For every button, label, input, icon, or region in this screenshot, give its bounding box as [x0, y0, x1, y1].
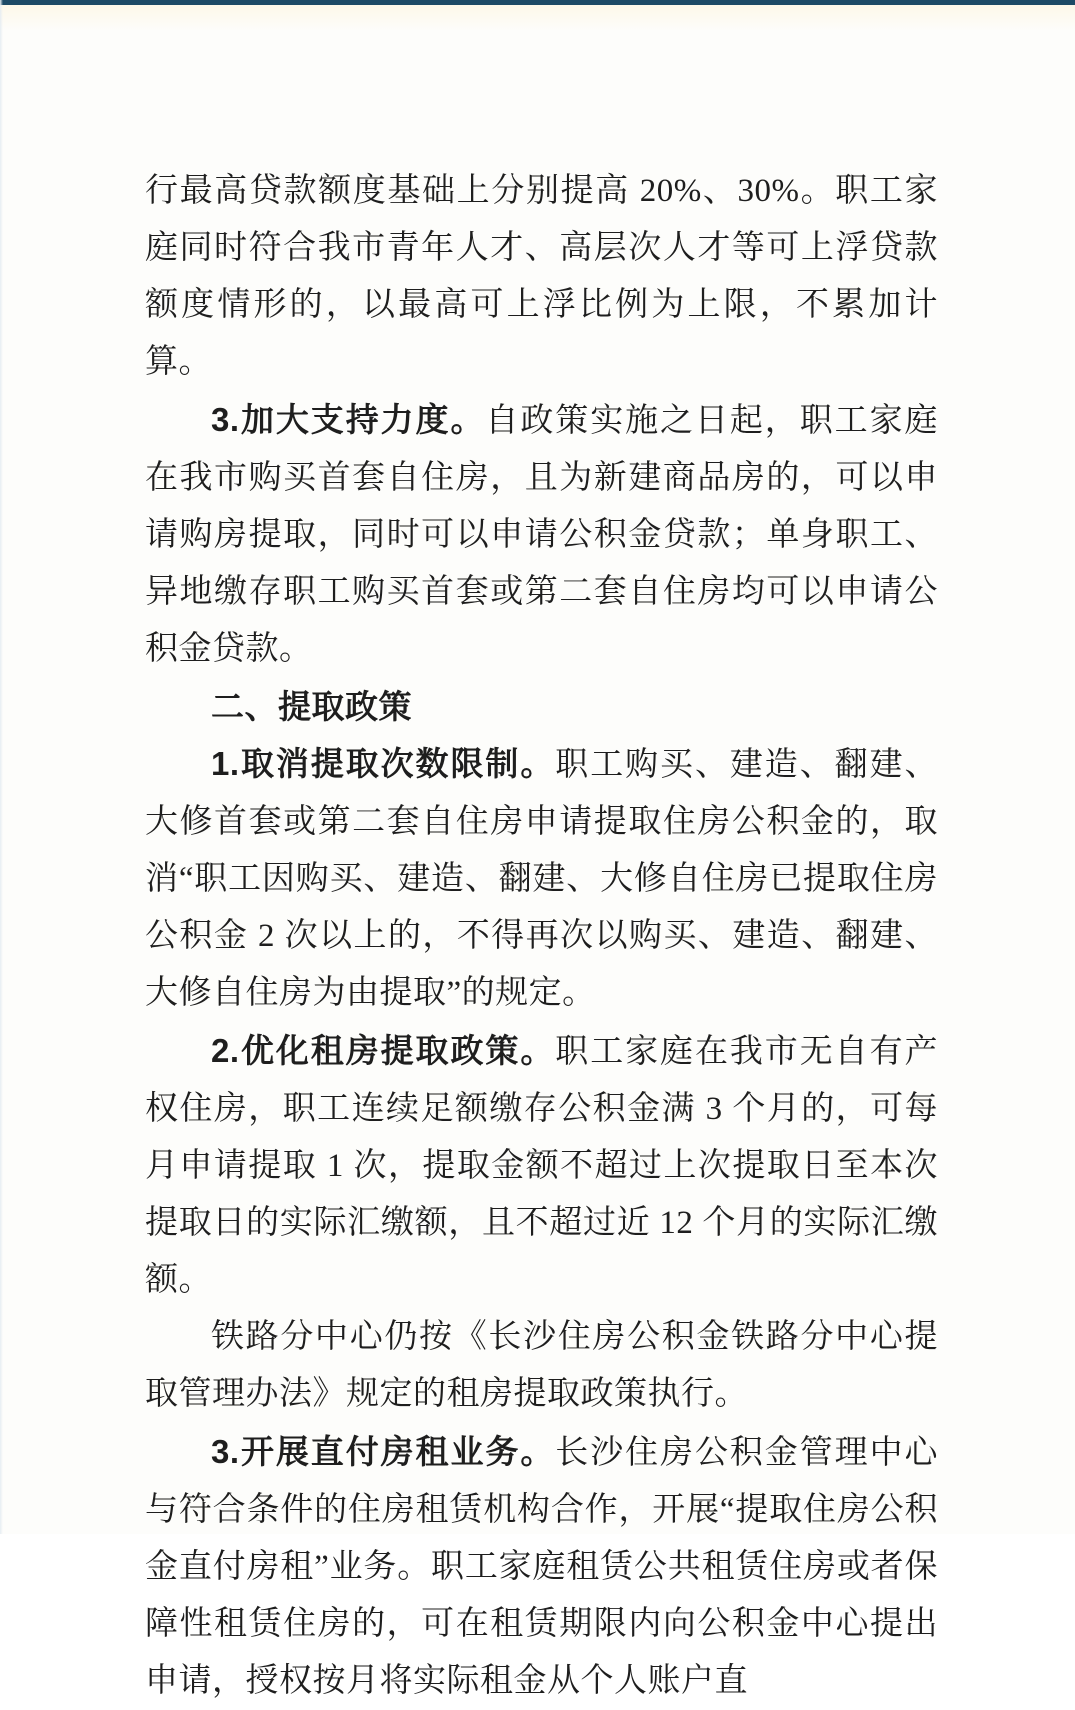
section-heading-text: 二、提取政策 — [211, 688, 412, 725]
paragraph-lead: 3.开展直付房租业务。 — [211, 1433, 556, 1470]
paragraph-lead: 1.取消提取次数限制。 — [211, 745, 556, 782]
paragraph-lead: 2.优化租房提取政策。 — [211, 1032, 556, 1069]
paragraph-direct-rent-payment — [145, 1423, 938, 1710]
paragraph-increase-support — [145, 391, 938, 678]
paragraph-loan-limit-continuation — [145, 163, 938, 391]
scan-edge-artifact-left — [0, 0, 3, 1534]
section-heading-withdrawal-policy — [145, 678, 938, 735]
paragraph-rental-withdrawal-policy — [145, 1022, 938, 1309]
paragraph-text: 职工购买、建造、翻建、大修首套或第二套自住房申请提取住房公积金的，取消“职工因购买、建造、翻建、大修自住房已提取住房公积金 2 次以上的，不得再次以购买、建造、翻建、大修自住房为由提取”的规定。 — [145, 747, 939, 1011]
document-body — [145, 163, 938, 1710]
paragraph-lead: 3.加大支持力度。 — [211, 401, 486, 438]
scan-tint-band — [0, 5, 1075, 31]
paragraph-text: 铁路分中心仍按《长沙住房公积金铁路分中心提取管理办法》规定的租房提取政策执行。 — [145, 1319, 938, 1412]
paragraph-text: 行最高贷款额度基础上分别提高 20%、30%。职工家庭同时符合我市青年人才、高层次人才等可上浮贷款额度情形的，以最高可上浮比例为上限，不累加计算。 — [145, 173, 938, 380]
paragraph-cancel-withdrawal-limit — [145, 735, 938, 1022]
paragraph-text: 职工家庭在我市无自有产权住房，职工连续足额缴存公积金满 3 个月的，可每月申请提取 1 次，提取金额不超过上次提取日至本次提取日的实际汇缴额，且不超过近 12 个月的实际汇缴额。 — [145, 1034, 939, 1298]
paragraph-railway-branch-note — [145, 1309, 938, 1423]
paragraph-text: 自政策实施之日起，职工家庭在我市购买首套自住房，且为新建商品房的，可以申请购房提取，同时可以申请公积金贷款；单身职工、异地缴存职工购买首套或第二套自住房均可以申请公积金贷款。 — [145, 403, 939, 667]
paragraph-text: 长沙住房公积金管理中心与符合条件的住房租赁机构合作，开展“提取住房公积金直付房租”业务。职工家庭租赁公共租赁住房或者保障性租赁住房的，可在租赁期限内向公积金中心提出申请，授权按月将实际租金从个人账户直 — [145, 1435, 939, 1699]
